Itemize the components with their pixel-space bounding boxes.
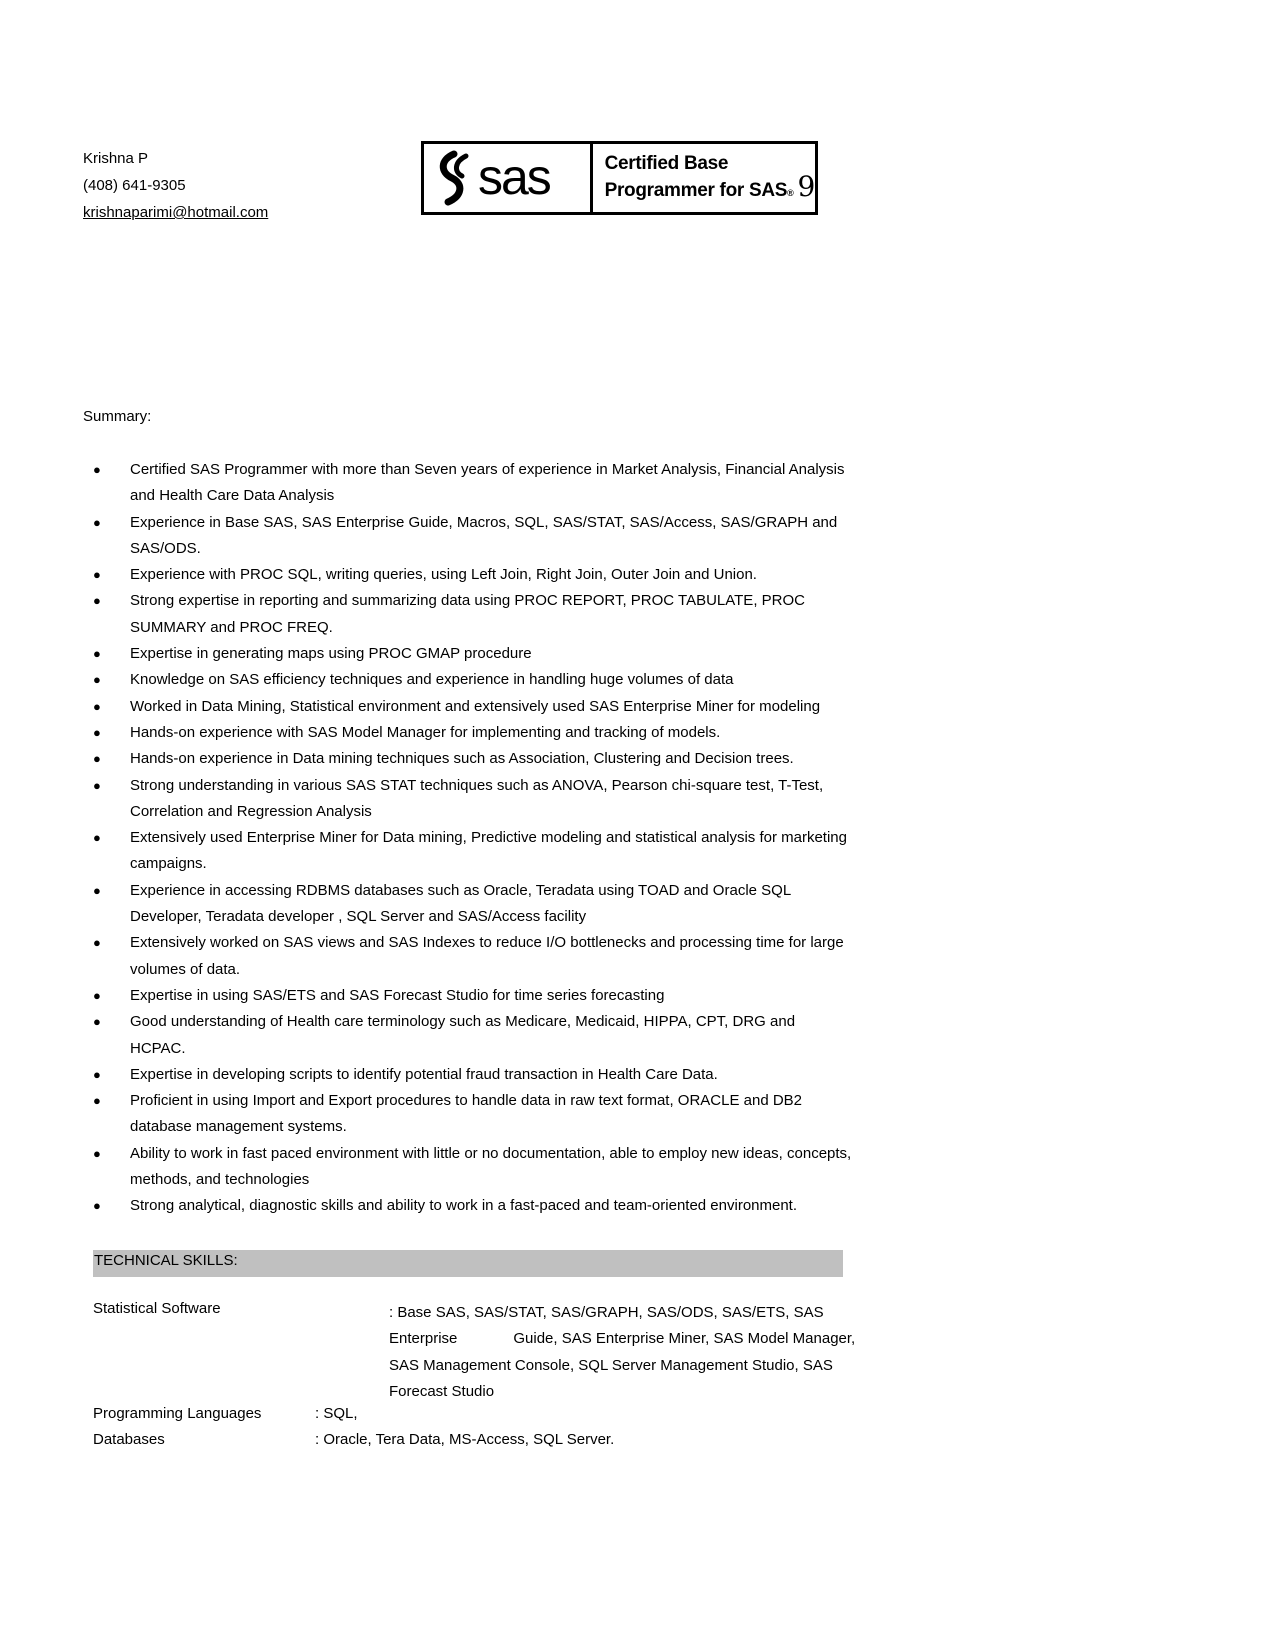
bullet-icon: ● xyxy=(93,462,101,477)
skill-value-programming-languages: : SQL, xyxy=(315,1405,358,1422)
skill-label-databases: Databases xyxy=(93,1431,165,1448)
summary-item xyxy=(83,1062,853,1088)
summary-item xyxy=(83,1009,853,1062)
summary-item-text: Good understanding of Health care terminology such as Medicare, Medicaid, HIPPA, CPT, DRG and HCPAC. xyxy=(130,1013,796,1057)
summary-item xyxy=(83,562,853,588)
summary-item-text: Strong expertise in reporting and summarizing data using PROC REPORT, PROC TABULATE, PROC SUMMARY and PROC FREQ. xyxy=(130,592,805,636)
bullet-icon: ● xyxy=(93,777,101,793)
sas-certification-logo xyxy=(421,141,818,215)
bullet-icon: ● xyxy=(93,593,101,609)
bullet-icon: ● xyxy=(93,987,101,1003)
stat-value-line3: SAS Management Console, SQL Server Management Studio, SAS xyxy=(389,1356,833,1374)
summary-item xyxy=(83,457,853,510)
summary-item-text: Hands-on experience with SAS Model Manager for implementing and tracking of models. xyxy=(130,723,721,741)
summary-item-text: Expertise in using SAS/ETS and SAS Forecast Studio for time series forecasting xyxy=(130,986,665,1004)
summary-item-text: Hands-on experience in Data mining techniques such as Association, Clustering and Decision trees. xyxy=(130,750,794,768)
summary-item xyxy=(83,1088,853,1141)
certification-line2-text: Programmer for SAS xyxy=(604,179,788,201)
bullet-icon: ● xyxy=(93,724,101,740)
contact-email-link[interactable]: krishnaparimi@hotmail.com xyxy=(83,204,269,221)
bullet-icon: ● xyxy=(93,1198,101,1214)
skill-value-statistical-software xyxy=(389,1300,856,1405)
certification-text xyxy=(593,144,815,212)
summary-item xyxy=(83,1193,853,1219)
sas-logo-mark xyxy=(424,144,593,212)
bullet-icon: ● xyxy=(93,935,101,951)
summary-item-text: Certified SAS Programmer with more than Seven years of experience in Market Analysis, Financial Analysis and Health Care Data Analysis xyxy=(130,461,845,505)
summary-item-text: Experience in accessing RDBMS databases such as Oracle, Teradata using TOAD and Oracle SQL Developer, Teradata developer , SQL Server and SAS/Access facility xyxy=(130,881,791,926)
stat-value-line2a: Enterprise xyxy=(389,1330,458,1348)
summary-item-text: Proficient in using Import and Export procedures to handle data in raw text format, ORACLE and DB2 database management systems. xyxy=(130,1092,803,1136)
summary-heading: Summary: xyxy=(83,408,152,425)
bullet-icon: ● xyxy=(93,1093,101,1109)
contact-block xyxy=(83,145,268,226)
summary-item-text: Extensively used Enterprise Miner for Data mining, Predictive modeling and statistical analysis for marketing campaigns. xyxy=(130,829,847,873)
summary-item xyxy=(83,773,853,826)
bullet-icon: ● xyxy=(93,698,101,714)
bullet-icon: ● xyxy=(93,567,101,583)
bullet-icon: ● xyxy=(93,830,101,846)
summary-item xyxy=(83,825,853,878)
sas-swirl-icon xyxy=(432,148,582,208)
summary-item xyxy=(83,930,853,983)
summary-item-text: Strong analytical, diagnostic skills and ability to work in a fast-paced and team-oriented environment. xyxy=(130,1197,798,1215)
stat-value-line2 xyxy=(389,1326,856,1352)
registered-mark: ® xyxy=(787,187,794,198)
summary-item xyxy=(83,667,853,693)
summary-item-text: Expertise in developing scripts to identify potential fraud transaction in Health Care Data. xyxy=(130,1065,718,1083)
summary-item xyxy=(83,720,853,746)
certification-version: 9 xyxy=(797,169,815,203)
certification-line1: Certified Base xyxy=(604,152,729,174)
bullet-icon: ● xyxy=(93,514,101,530)
summary-item xyxy=(83,983,853,1009)
summary-item-text: Worked in Data Mining, Statistical environment and extensively used SAS Enterprise Miner for modeling xyxy=(130,697,821,715)
skill-value-databases: : Oracle, Tera Data, MS-Access, SQL Server. xyxy=(315,1431,615,1448)
bullet-icon: ● xyxy=(93,1066,101,1082)
contact-phone: (408) 641-9305 xyxy=(83,177,186,194)
bullet-icon: ● xyxy=(93,1014,101,1030)
certification-line2 xyxy=(604,169,815,205)
summary-list xyxy=(83,457,853,1220)
summary-item xyxy=(83,588,853,641)
summary-item xyxy=(83,694,853,720)
contact-name: Krishna P xyxy=(83,150,149,167)
bullet-icon: ● xyxy=(93,1145,101,1161)
bullet-icon: ● xyxy=(93,646,101,662)
summary-item-text: Extensively worked on SAS views and SAS Indexes to reduce I/O bottlenecks and processing time for large volumes of data. xyxy=(130,934,844,978)
bullet-icon: ● xyxy=(93,751,101,767)
stat-value-line1: : Base SAS, SAS/STAT, SAS/GRAPH, SAS/ODS, SAS/ETS, SAS xyxy=(389,1304,824,1321)
summary-item-text: Expertise in generating maps using PROC GMAP procedure xyxy=(130,645,532,663)
skill-label-programming-languages: Programming Languages xyxy=(93,1405,262,1422)
summary-item xyxy=(83,746,853,772)
skill-label-statistical-software: Statistical Software xyxy=(93,1300,221,1317)
stat-value-line2b: Guide, SAS Enterprise Miner, SAS Model Manager, xyxy=(513,1330,856,1348)
bullet-icon: ● xyxy=(93,672,101,688)
summary-item xyxy=(83,641,853,667)
summary-item-text: Knowledge on SAS efficiency techniques and experience in handling huge volumes of data xyxy=(130,671,734,689)
summary-item xyxy=(83,1141,853,1194)
summary-item-text: Ability to work in fast paced environment with little or no documentation, able to employ new ideas, concepts, methods, and technologies xyxy=(130,1144,852,1189)
technical-skills-heading: TECHNICAL SKILLS: xyxy=(94,1252,238,1269)
summary-item-text: Experience in Base SAS, SAS Enterprise Guide, Macros, SQL, SAS/STAT, SAS/Access, SAS/GRAPH and SAS/ODS. xyxy=(130,513,838,557)
sas-wordmark: sas xyxy=(477,149,550,205)
summary-item-text: Experience with PROC SQL, writing queries, using Left Join, Right Join, Outer Join and Union. xyxy=(130,566,757,584)
summary-item xyxy=(83,878,853,931)
summary-item xyxy=(83,510,853,563)
stat-value-line4: Forecast Studio xyxy=(389,1382,495,1400)
bullet-icon: ● xyxy=(93,882,101,898)
technical-skills-heading-bar xyxy=(93,1250,843,1277)
summary-item-text: Strong understanding in various SAS STAT techniques such as ANOVA, Pearson chi-square test, T-Test, Correlation and Regression Analysis xyxy=(130,776,824,820)
